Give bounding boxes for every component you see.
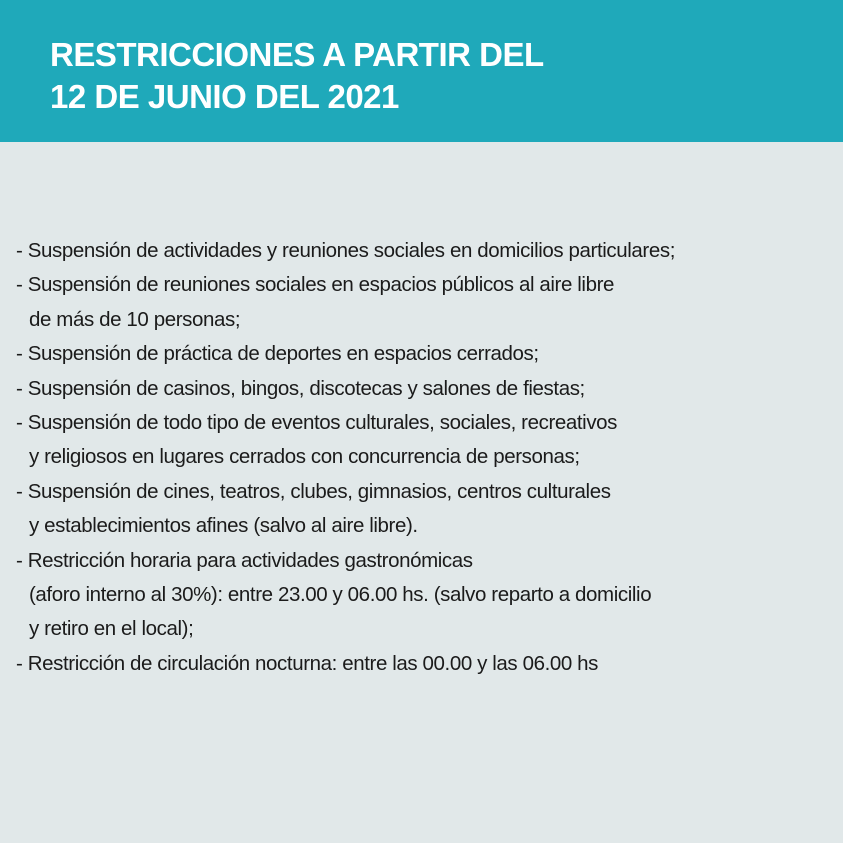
list-item <box>16 234 836 268</box>
list-item-text: - Suspensión de práctica de deportes en espacios cerrados; <box>16 342 539 366</box>
list-item <box>16 647 836 681</box>
list-item-text-continued: de más de 10 personas; <box>29 307 241 331</box>
list-item-text-continued: y establecimientos afines (salvo al aire libre). <box>29 514 418 538</box>
list-item-text: - Suspensión de cines, teatros, clubes, gimnasios, centros culturales <box>16 479 611 503</box>
list-item-text: - Restricción de circulación nocturna: entre las 00.00 y las 06.00 hs <box>16 651 599 675</box>
list-item-text: - Restricción horaria para actividades gastronómicas <box>16 548 473 572</box>
title-line-1: RESTRICCIONES A PARTIR DEL <box>50 36 544 73</box>
restrictions-list <box>16 234 836 681</box>
list-item <box>16 475 836 544</box>
list-item-text: - Suspensión de casinos, bingos, discotecas y salones de fiestas; <box>16 376 585 400</box>
list-item-text-continued: (aforo interno al 30%): entre 23.00 y 06.00 hs. (salvo reparto a domicilio <box>29 583 652 607</box>
title-banner <box>0 0 843 142</box>
list-item-text: - Suspensión de todo tipo de eventos culturales, sociales, recreativos <box>16 411 618 435</box>
list-item <box>16 268 836 337</box>
list-item-text: - Suspensión de actividades y reuniones sociales en domicilios particulares; <box>16 239 675 262</box>
list-item <box>16 544 836 647</box>
title-line-2: 12 DE JUNIO DEL 2021 <box>50 78 399 115</box>
list-item <box>16 406 836 475</box>
list-item-text-continued: y religiosos en lugares cerrados con concurrencia de personas; <box>29 445 580 469</box>
page-title <box>50 34 544 118</box>
list-item <box>16 337 836 371</box>
list-item-text-continued: y retiro en el local); <box>29 617 194 641</box>
list-item-text: - Suspensión de reuniones sociales en espacios públicos al aire libre <box>16 273 615 297</box>
list-item <box>16 372 836 406</box>
